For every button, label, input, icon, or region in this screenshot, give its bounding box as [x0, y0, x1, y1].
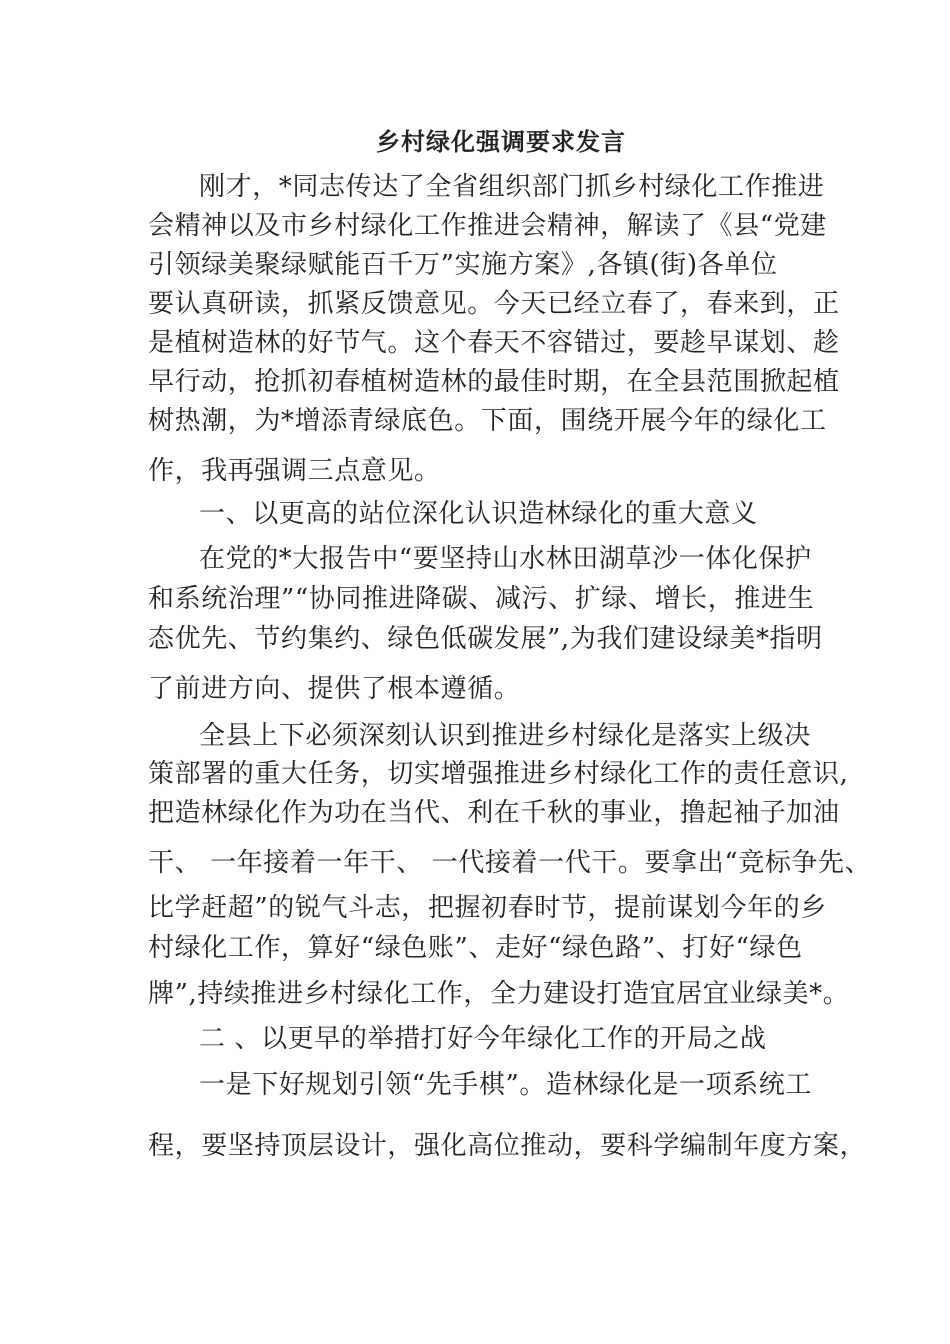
paragraph-1-line-2: 会精神以及市乡村绿化工作推进会精神，解读了《县“党建: [148, 211, 827, 241]
paragraph-1-line-7: 树热潮，为*增添青绿底色。下面，围绕开展今年的绿化工: [148, 406, 827, 436]
paragraph-3-line-3: 把造林绿化作为功在当代、利在千秋的事业，撸起袖子加油: [148, 798, 840, 828]
paragraph-4-line-1: 一是下好规划引领“先手棋”。造林绿化是一项系统工: [199, 1070, 812, 1100]
paragraph-3-line-7: 牌”,持续推进乡村绿化工作，全力建设打造宜居宜业绿美*。: [148, 979, 850, 1009]
paragraph-1-line-3: 引领绿美聚绿赋能百千万”实施方案》,各镇(街)各单位: [148, 250, 778, 280]
paragraph-3-line-2: 策部署的重大任务，切实增强推进乡村绿化工作的责任意识,: [148, 759, 849, 789]
paragraph-1-line-6: 早行动，抢抓初春植树造林的最佳时期，在全县范围掀起植: [148, 367, 840, 397]
paragraph-3-line-6: 村绿化工作，算好“绿色账”、走好“绿色路”、打好“绿色: [148, 933, 803, 963]
section-heading-2: 二 、以更早的举措打好今年绿化工作的开局之战: [199, 1024, 767, 1054]
paragraph-3-line-4: 干、 一年接着一年干、 一代接着一代干。要拿出“竞标争先、: [148, 848, 872, 878]
paragraph-3-line-1: 全县上下必须深刻认识到推进乡村绿化是落实上级决: [199, 721, 811, 751]
paragraph-1-line-8: 作，我再强调三点意见。: [148, 456, 441, 486]
paragraph-3-line-5: 比学赶超”的锐气斗志，把握初春时节，提前谋划今年的乡: [148, 893, 827, 923]
paragraph-1-line-1: 刚才，*同志传达了全省组织部门抓乡村绿化工作推进: [199, 172, 825, 202]
paragraph-2-line-3: 态优先、节约集约、绿色低碳发展”,为我们建设绿美*指明: [148, 624, 823, 654]
document-title: 乡村绿化强调要求发言: [376, 127, 626, 156]
paragraph-1-line-5: 是植树造林的好节气。这个春天不容错过，要趁早谋划、趁: [148, 328, 840, 358]
paragraph-4-line-2: 程，要坚持顶层设计，强化高位推动，要科学编制年度方案，: [148, 1131, 867, 1161]
paragraph-2-line-4: 了前进方向、提供了根本遵循。: [148, 674, 521, 704]
paragraph-2-line-1: 在党的*大报告中“要坚持山水林田湖草沙一体化保护: [199, 544, 812, 574]
paragraph-2-line-2: 和系统治理”“协同推进降碳、减污、扩绿、增长，推进生: [148, 584, 815, 614]
paragraph-1-line-4: 要认真研读，抓紧反馈意见。今天已经立春了，春来到，正: [148, 289, 840, 319]
section-heading-1: 一、以更高的站位深化认识造林绿化的重大意义: [199, 499, 758, 529]
